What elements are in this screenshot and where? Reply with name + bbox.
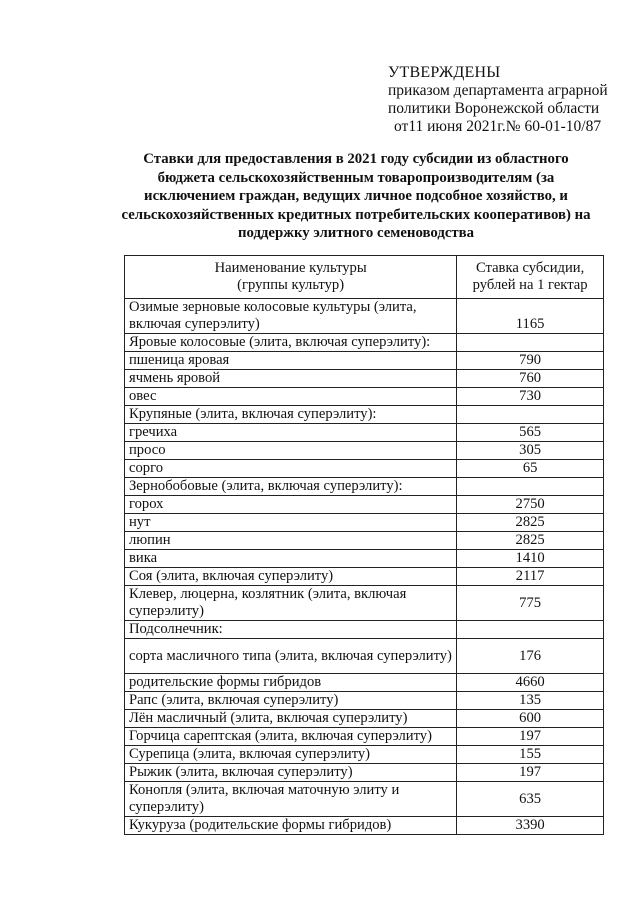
table-row [125,532,604,550]
crop-name: Рыжик (элита, включая суперэлиту) [125,764,457,782]
table-row [125,692,604,710]
table-row [125,496,604,514]
table-row [125,334,604,352]
crop-name: Яровые колосовые (элита, включая суперэлиту): [125,334,457,352]
subsidy-rate: 155 [457,746,604,764]
subsidy-rate: 1165 [457,299,604,334]
crop-name: просо [125,442,457,460]
subsidy-rate: 2825 [457,514,604,532]
subsidy-rate: 2117 [457,568,604,586]
approval-block [388,64,628,136]
subsidy-rate: 197 [457,728,604,746]
table-row [125,460,604,478]
subsidy-rate: 197 [457,764,604,782]
crop-name: Кукуруза (родительские формы гибридов) [125,817,457,835]
document-title-line-3: исключением граждан, ведущих личное подсобное хозяйство, и [144,188,568,204]
header-subsidy-rate-line-1: Ставка субсидии, [475,260,585,276]
table-row [125,639,604,674]
header-crop-name-line-2: (группы культур) [237,277,345,293]
crop-name: сорта масличного типа (элита, включая суперэлиту) [125,639,457,674]
table-row [125,424,604,442]
table-row [125,442,604,460]
document-title [118,150,594,243]
table-row [125,764,604,782]
order-prefix: от [394,118,409,135]
table-row [125,388,604,406]
subsidy-rates-table [124,255,604,835]
subsidy-rate: 4660 [457,674,604,692]
table-row [125,817,604,835]
crop-name: Конопля (элита, включая маточную элиту и суперэлиту) [125,782,457,817]
crop-name: Крупяные (элита, включая суперэлиту): [125,406,457,424]
crop-name: Клевер, люцерна, козлятник (элита, включая суперэлиту) [125,586,457,621]
subsidy-rate: 1410 [457,550,604,568]
subsidy-rate: 176 [457,639,604,674]
crop-name: овес [125,388,457,406]
table-header-row [125,256,604,299]
crop-name: родительские формы гибридов [125,674,457,692]
order-date: 11 июня 2021г. [408,118,506,135]
table-row [125,568,604,586]
table-row [125,514,604,532]
header-crop-name [125,256,457,299]
subsidy-rate [457,478,604,496]
header-subsidy-rate-line-2: рублей на 1 гектар [472,277,588,293]
table-row [125,478,604,496]
crop-name: Горчица сарептская (элита, включая суперэлиту) [125,728,457,746]
table-row [125,352,604,370]
document-title-line-5: поддержку элитного семеноводства [237,225,475,241]
crop-name: Соя (элита, включая суперэлиту) [125,568,457,586]
approval-line-2: политики Воронежской области [388,100,600,117]
subsidy-rate: 305 [457,442,604,460]
crop-name: вика [125,550,457,568]
table-row [125,621,604,639]
crop-name: Озимые зерновые колосовые культуры (элита, включая суперэлиту) [125,299,457,334]
crop-name: горох [125,496,457,514]
subsidy-rate: 775 [457,586,604,621]
subsidy-rate [457,621,604,639]
subsidy-rate: 65 [457,460,604,478]
crop-name: Зернобобовые (элита, включая суперэлиту): [125,478,457,496]
subsidy-rate: 730 [457,388,604,406]
subsidy-rate: 600 [457,710,604,728]
crop-name: Подсолнечник: [125,621,457,639]
subsidy-rate: 565 [457,424,604,442]
crop-name: Сурепица (элита, включая суперэлиту) [125,746,457,764]
crop-name: гречиха [125,424,457,442]
table-row [125,406,604,424]
table-row [125,728,604,746]
header-subsidy-rate [457,256,604,299]
crop-name: Рапс (элита, включая суперэлиту) [125,692,457,710]
subsidy-rate [457,334,604,352]
crop-name: Лён масличный (элита, включая суперэлиту) [125,710,457,728]
table-row [125,746,604,764]
order-number: № 60-01-10/87 [505,118,602,135]
table-row [125,550,604,568]
table-row [125,299,604,334]
subsidy-rate [457,406,604,424]
approval-title: УТВЕРЖДЕНЫ [388,64,501,81]
subsidy-rate: 635 [457,782,604,817]
subsidy-rate: 2750 [457,496,604,514]
crop-name: пшеница яровая [125,352,457,370]
subsidy-rate: 3390 [457,817,604,835]
subsidy-rate: 135 [457,692,604,710]
table-row [125,674,604,692]
table-row [125,782,604,817]
crop-name: сорго [125,460,457,478]
table-row [125,586,604,621]
approval-line-1: приказом департамента аграрной [388,82,608,99]
document-title-line-2: бюджета сельскохозяйственным товаропроизводителям (за [157,169,555,186]
subsidy-rate: 790 [457,352,604,370]
subsidy-rate: 2825 [457,532,604,550]
subsidy-rate: 760 [457,370,604,388]
document-title-line-1: Ставки для предоставления в 2021 году субсидии из областного [143,151,569,167]
approval-order-line [388,118,628,136]
table-row [125,710,604,728]
document-title-line-4: сельскохозяйственных кредитных потребительских кооперативов) на [121,206,591,223]
crop-name: нут [125,514,457,532]
table-row [125,370,604,388]
crop-name: ячмень яровой [125,370,457,388]
crop-name: люпин [125,532,457,550]
header-crop-name-line-1: Наименование культуры [214,260,367,276]
